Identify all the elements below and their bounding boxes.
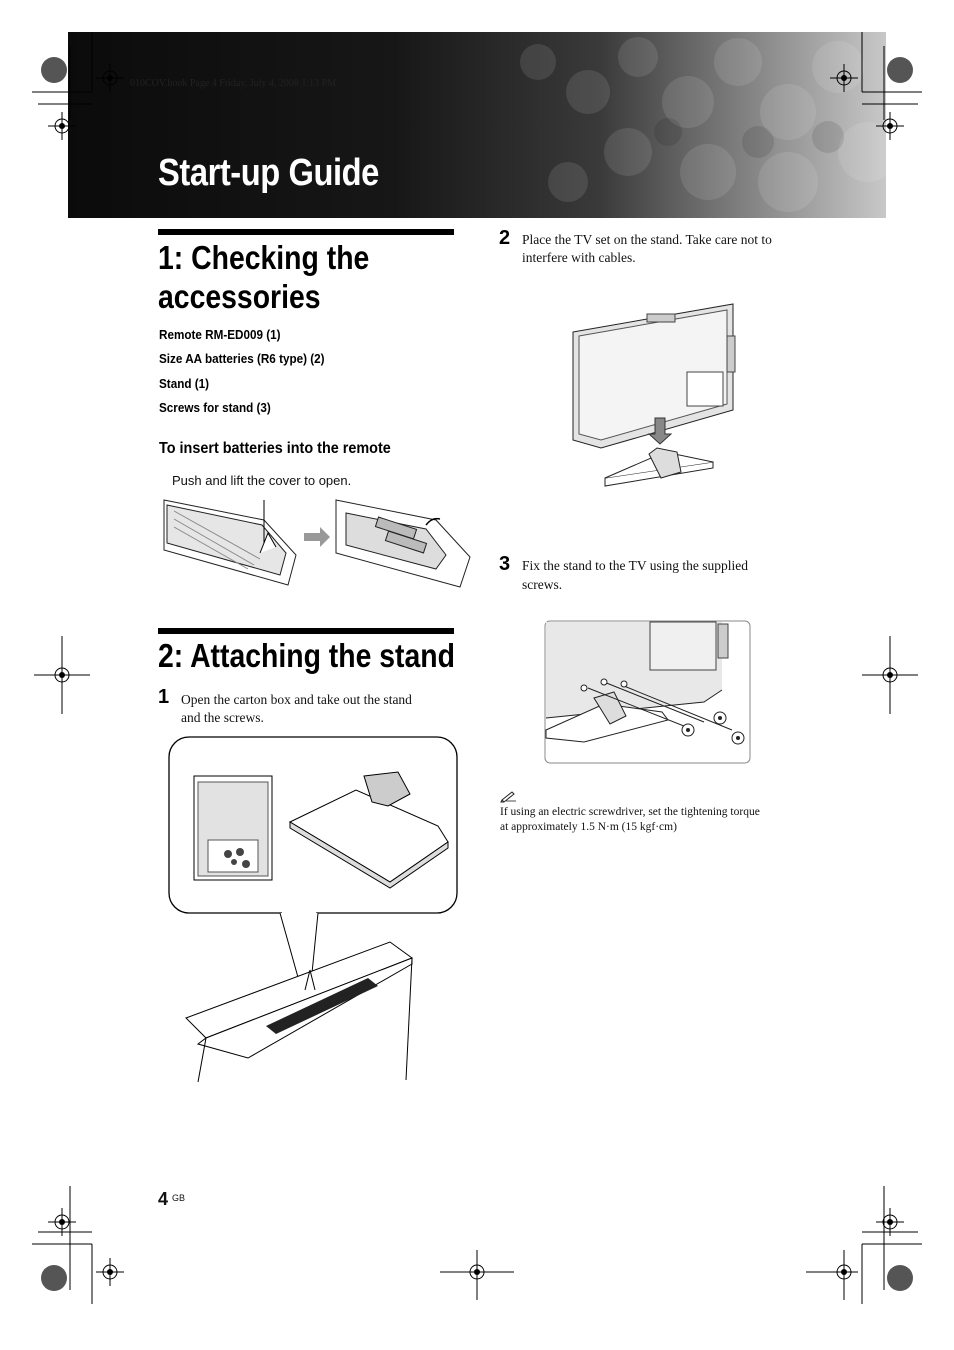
screws-illustration bbox=[544, 620, 752, 766]
section-rule bbox=[158, 628, 454, 634]
section-rule bbox=[158, 229, 454, 235]
accessory-item: Remote RM-ED009 (1) bbox=[159, 327, 281, 342]
section-title-line1: 1: Checking the bbox=[158, 239, 370, 276]
note-text-line1: If using an electric screwdriver, set the tightening torque bbox=[500, 806, 760, 818]
accessory-item: Screws for stand (3) bbox=[159, 400, 271, 415]
carton-box-illustration bbox=[168, 736, 460, 1082]
step-text-line2: screws. bbox=[522, 577, 563, 592]
page-title: Start-up Guide bbox=[158, 152, 379, 194]
page-language-suffix: GB bbox=[172, 1193, 186, 1203]
step-text-line1: Fix the stand to the TV using the supplied bbox=[522, 558, 748, 573]
tv-stand-illustration bbox=[565, 300, 745, 500]
accessory-item: Stand (1) bbox=[159, 376, 210, 391]
page-number: 4 bbox=[158, 1189, 169, 1209]
step-number: 2 bbox=[499, 227, 511, 249]
note-text-line2: at approximately 1.5 N·m (15 kgf·cm) bbox=[500, 821, 677, 833]
step-text-line2: and the screws. bbox=[181, 710, 264, 725]
section-title-line2: accessories bbox=[158, 278, 321, 315]
section-title: 2: Attaching the stand bbox=[158, 637, 455, 674]
step-number: 3 bbox=[499, 553, 511, 575]
step-text-line1: Place the TV set on the stand. Take care not to bbox=[522, 232, 772, 247]
file-info-text: 010COV.book Page 4 Friday, July 4, 2008 1:13 PM bbox=[130, 78, 337, 89]
step-number: 1 bbox=[158, 686, 170, 708]
accessory-item: Size AA batteries (R6 type) (2) bbox=[159, 351, 325, 366]
pencil-note-icon bbox=[500, 790, 518, 802]
step-text-line1: Open the carton box and take out the stand bbox=[181, 692, 412, 707]
battery-heading: To insert batteries into the remote bbox=[159, 440, 391, 457]
remote-battery-illustration bbox=[164, 495, 470, 605]
step-text-line2: interfere with cables. bbox=[522, 250, 636, 265]
battery-caption: Push and lift the cover to open. bbox=[172, 473, 352, 488]
